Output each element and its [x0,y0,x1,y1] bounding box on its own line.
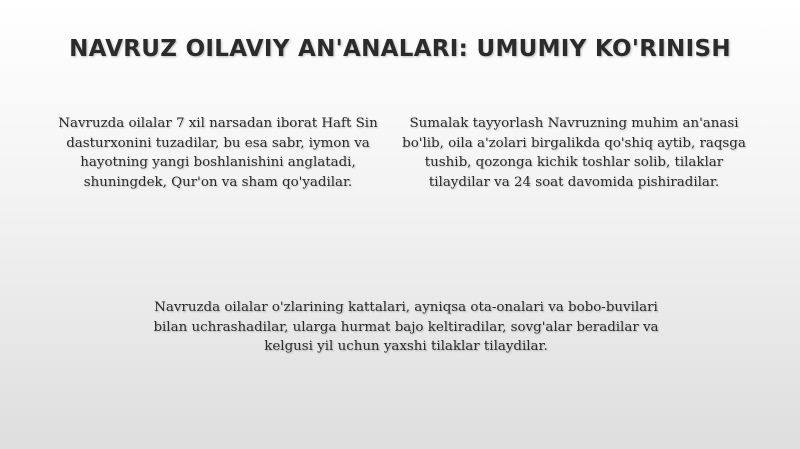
slide-title: NAVRUZ OILAVIY AN'ANALARI: UMUMIY KO'RINISH [69,36,731,62]
paragraph-sumalak: Sumalak tayyorlash Navruzning muhim an'anasi bo'lib, oila a'zolari birgalikda qo'shiq aytib, raqsga tushib, qozonga kichik toshlar solib, tilaklar tilaydilar va 24 soat davomida pishiradilar. [402,116,746,190]
paragraph-elders-visit: Navruzda oilalar o'zlarining kattalari, ayniqsa ota-onalari va bobo-buvilari bilan uchrashadilar, ularga hurmat bajo keltiradilar, sovg'alar beradilar va kelgusi yil uchun yaxshi tilaklar tilaydilar. [153,300,659,354]
paragraph-haft-sin: Navruzda oilalar 7 xil narsadan iborat Haft Sin dasturxonini tuzadilar, bu esa sabr, iymon va hayotning yangi boshlanishini anglatadi, shuningdek, Qur'on va sham qo'yadilar. [58,116,378,190]
